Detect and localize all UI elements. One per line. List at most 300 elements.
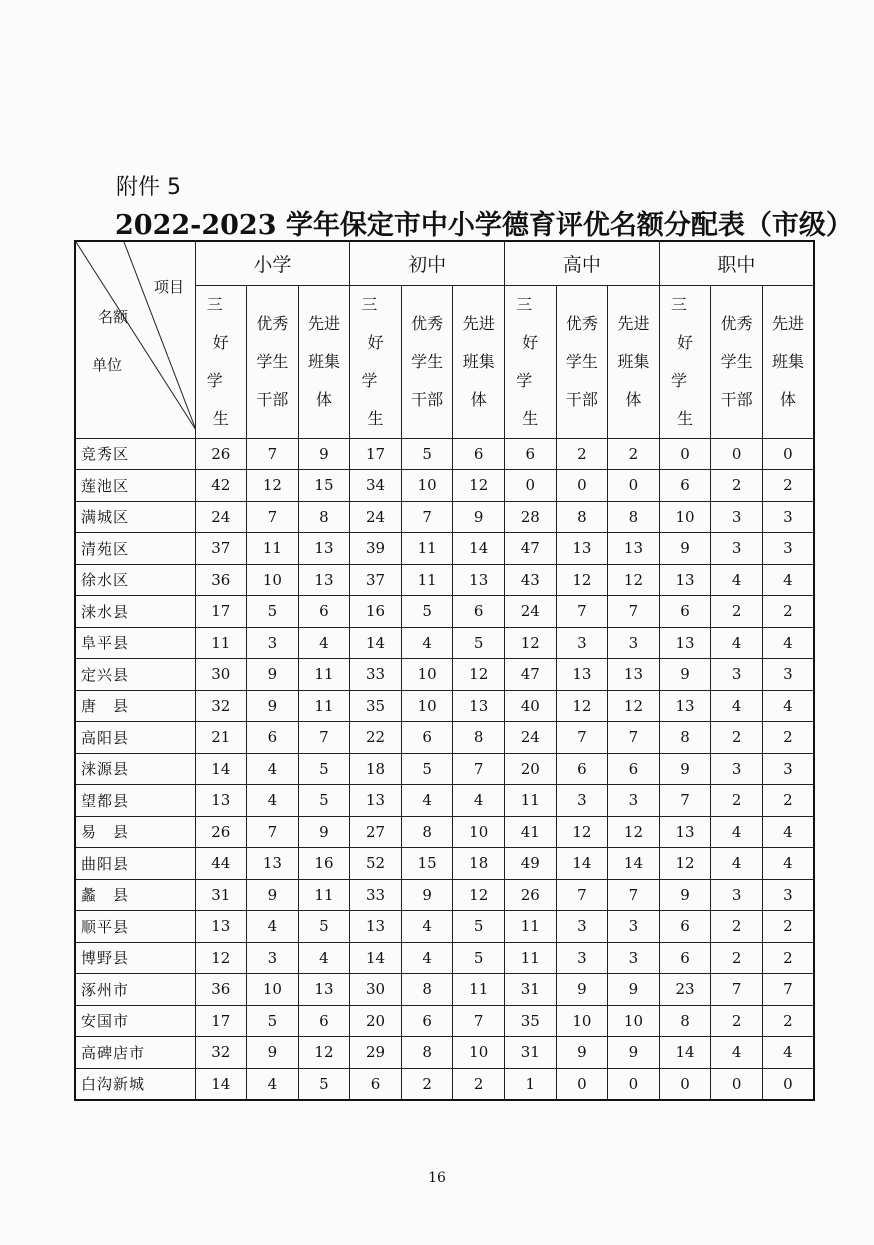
corner-header-cell <box>75 241 195 438</box>
quota-cell: 31 <box>505 974 557 1006</box>
quota-cell: 11 <box>247 533 299 565</box>
quota-cell: 11 <box>401 564 453 596</box>
quota-cell: 5 <box>247 1005 299 1037</box>
quota-cell: 6 <box>505 438 557 470</box>
quota-cell: 4 <box>711 1037 763 1069</box>
quota-cell: 9 <box>298 816 350 848</box>
quota-cell: 14 <box>350 942 402 974</box>
quota-cell: 2 <box>762 722 814 754</box>
quota-cell: 12 <box>659 848 711 880</box>
quota-cell: 4 <box>762 564 814 596</box>
table-row <box>75 1037 814 1069</box>
quota-cell: 14 <box>350 627 402 659</box>
quota-cell: 5 <box>401 596 453 628</box>
quota-cell: 0 <box>711 438 763 470</box>
quota-cell: 4 <box>711 690 763 722</box>
quota-cell: 24 <box>505 596 557 628</box>
quota-cell: 12 <box>556 816 608 848</box>
quota-cell: 20 <box>350 1005 402 1037</box>
subheader-text: 先进 <box>771 313 804 333</box>
subheader-advanced-class <box>453 285 505 438</box>
quota-cell: 14 <box>659 1037 711 1069</box>
subheader-text: 优秀 <box>256 313 289 333</box>
quota-cell: 2 <box>762 470 814 502</box>
unit-name-cell: 顺平县 <box>75 911 195 943</box>
quota-cell: 13 <box>298 564 350 596</box>
quota-cell: 34 <box>350 470 402 502</box>
subheader-text: 好 <box>212 332 229 352</box>
unit-name-cell: 涿州市 <box>75 974 195 1006</box>
quota-cell: 32 <box>195 690 247 722</box>
quota-cell: 0 <box>556 470 608 502</box>
subheader-text: 学生 <box>565 351 598 371</box>
quota-cell: 13 <box>195 785 247 817</box>
subheader-merit-student <box>195 285 247 438</box>
quota-cell: 2 <box>711 1005 763 1037</box>
quota-cell: 26 <box>505 879 557 911</box>
subheader-advanced-class <box>608 285 660 438</box>
subheader-outstanding-cadre <box>556 285 608 438</box>
quota-cell: 8 <box>401 974 453 1006</box>
quota-cell: 37 <box>195 533 247 565</box>
quota-cell: 44 <box>195 848 247 880</box>
table-row <box>75 974 814 1006</box>
quota-cell: 8 <box>659 722 711 754</box>
quota-cell: 13 <box>608 533 660 565</box>
subheader-text: 好 <box>522 332 539 352</box>
quota-cell: 8 <box>401 1037 453 1069</box>
unit-name-cell: 白沟新城 <box>75 1068 195 1100</box>
quota-cell: 6 <box>401 722 453 754</box>
quota-cell: 9 <box>453 501 505 533</box>
quota-cell: 7 <box>659 785 711 817</box>
quota-cell: 9 <box>556 1037 608 1069</box>
quota-cell: 6 <box>659 470 711 502</box>
subheader-merit-student <box>505 285 557 438</box>
quota-cell: 11 <box>453 974 505 1006</box>
quota-cell: 7 <box>453 1005 505 1037</box>
quota-cell: 10 <box>401 470 453 502</box>
quota-cell: 3 <box>556 942 608 974</box>
unit-name-cell: 满城区 <box>75 501 195 533</box>
quota-cell: 40 <box>505 690 557 722</box>
quota-cell: 9 <box>247 879 299 911</box>
quota-cell: 6 <box>350 1068 402 1100</box>
quota-cell: 33 <box>350 659 402 691</box>
quota-cell: 52 <box>350 848 402 880</box>
quota-cell: 0 <box>659 438 711 470</box>
quota-cell: 10 <box>401 690 453 722</box>
quota-cell: 4 <box>247 753 299 785</box>
subheader-outstanding-cadre <box>711 285 763 438</box>
quota-cell: 3 <box>711 879 763 911</box>
unit-name-cell: 易 县 <box>75 816 195 848</box>
page-number: 16 <box>428 1170 446 1186</box>
quota-cell: 15 <box>401 848 453 880</box>
unit-name-cell: 徐水区 <box>75 564 195 596</box>
subheader-text: 先进 <box>462 313 495 333</box>
quota-cell: 5 <box>298 1068 350 1100</box>
quota-cell: 2 <box>711 911 763 943</box>
quota-cell: 26 <box>195 816 247 848</box>
quota-cell: 10 <box>453 1037 505 1069</box>
quota-cell: 6 <box>453 438 505 470</box>
quota-cell: 10 <box>608 1005 660 1037</box>
quota-cell: 31 <box>505 1037 557 1069</box>
quota-cell: 15 <box>298 470 350 502</box>
quota-cell: 14 <box>453 533 505 565</box>
table-row <box>75 627 814 659</box>
quota-cell: 30 <box>195 659 247 691</box>
quota-cell: 2 <box>762 785 814 817</box>
quota-cell: 4 <box>247 911 299 943</box>
quota-cell: 10 <box>556 1005 608 1037</box>
quota-cell: 14 <box>195 753 247 785</box>
subheader-text: 学 <box>671 370 704 390</box>
quota-cell: 9 <box>659 533 711 565</box>
subheader-text: 干部 <box>720 389 753 409</box>
quota-cell: 0 <box>762 438 814 470</box>
unit-name-cell: 博野县 <box>75 942 195 974</box>
subheader-text: 先进 <box>617 313 650 333</box>
quota-cell: 5 <box>453 627 505 659</box>
quota-cell: 9 <box>247 690 299 722</box>
quota-cell: 12 <box>608 816 660 848</box>
quota-cell: 7 <box>711 974 763 1006</box>
quota-cell: 7 <box>453 753 505 785</box>
quota-cell: 12 <box>453 879 505 911</box>
quota-cell: 5 <box>453 911 505 943</box>
quota-cell: 6 <box>453 596 505 628</box>
corner-item-label: 项目 <box>154 278 185 296</box>
quota-cell: 0 <box>608 1068 660 1100</box>
quota-cell: 13 <box>659 564 711 596</box>
quota-cell: 9 <box>298 438 350 470</box>
quota-cell: 13 <box>659 816 711 848</box>
subheader-text: 优秀 <box>411 313 444 333</box>
subheader-text: 学 <box>361 370 394 390</box>
table-row <box>75 659 814 691</box>
quota-cell: 18 <box>350 753 402 785</box>
quota-cell: 11 <box>505 785 557 817</box>
unit-name-cell: 阜平县 <box>75 627 195 659</box>
subheader-text: 好 <box>677 332 694 352</box>
quota-cell: 0 <box>556 1068 608 1100</box>
quota-cell: 6 <box>298 596 350 628</box>
subheader-advanced-class <box>298 285 350 438</box>
quota-cell: 13 <box>350 785 402 817</box>
quota-cell: 27 <box>350 816 402 848</box>
quota-cell: 11 <box>298 659 350 691</box>
subheader-text: 学生 <box>411 351 444 371</box>
quota-cell: 3 <box>608 911 660 943</box>
corner-unit-label: 单位 <box>92 356 123 374</box>
subheader-text: 好 <box>367 332 384 352</box>
quota-cell: 32 <box>195 1037 247 1069</box>
quota-cell: 3 <box>711 533 763 565</box>
quota-cell: 4 <box>453 785 505 817</box>
quota-cell: 2 <box>453 1068 505 1100</box>
quota-cell: 12 <box>556 690 608 722</box>
quota-cell: 4 <box>247 1068 299 1100</box>
quota-cell: 2 <box>608 438 660 470</box>
quota-cell: 4 <box>711 564 763 596</box>
quota-cell: 3 <box>247 942 299 974</box>
unit-name-cell: 蠡 县 <box>75 879 195 911</box>
quota-cell: 8 <box>401 816 453 848</box>
quota-cell: 2 <box>711 596 763 628</box>
unit-name-cell: 安国市 <box>75 1005 195 1037</box>
quota-cell: 5 <box>453 942 505 974</box>
quota-cell: 7 <box>608 722 660 754</box>
quota-cell: 9 <box>659 659 711 691</box>
subheader-text: 学生 <box>720 351 753 371</box>
subheader-text: 生 <box>677 408 694 428</box>
table-row <box>75 879 814 911</box>
quota-cell: 4 <box>401 942 453 974</box>
quota-cell: 6 <box>247 722 299 754</box>
quota-cell: 2 <box>762 911 814 943</box>
subheader-text: 优秀 <box>720 313 753 333</box>
quota-cell: 33 <box>350 879 402 911</box>
attachment-label: 附件 5 <box>116 175 181 200</box>
unit-name-cell: 清苑区 <box>75 533 195 565</box>
quota-cell: 3 <box>711 501 763 533</box>
subheader-text: 体 <box>625 389 642 409</box>
quota-cell: 11 <box>195 627 247 659</box>
quota-cell: 14 <box>608 848 660 880</box>
quota-cell: 9 <box>608 974 660 1006</box>
quota-cell: 5 <box>401 438 453 470</box>
quota-cell: 41 <box>505 816 557 848</box>
quota-cell: 8 <box>298 501 350 533</box>
quota-cell: 2 <box>711 722 763 754</box>
quota-cell: 4 <box>711 848 763 880</box>
subheader-text: 干部 <box>565 389 598 409</box>
quota-cell: 10 <box>247 974 299 1006</box>
unit-name-cell: 曲阳县 <box>75 848 195 880</box>
quota-cell: 3 <box>608 785 660 817</box>
quota-cell: 8 <box>608 501 660 533</box>
quota-cell: 17 <box>195 1005 247 1037</box>
quota-cell: 14 <box>556 848 608 880</box>
quota-cell: 9 <box>247 659 299 691</box>
quota-cell: 2 <box>711 785 763 817</box>
quota-cell: 3 <box>762 879 814 911</box>
subheader-text: 体 <box>779 389 796 409</box>
page-title: 2022-2023 学年保定市中小学德育评优名额分配表（市级） <box>115 210 853 241</box>
quota-cell: 4 <box>762 848 814 880</box>
quota-cell: 6 <box>556 753 608 785</box>
quota-cell: 13 <box>659 627 711 659</box>
quota-cell: 36 <box>195 564 247 596</box>
quota-cell: 4 <box>298 627 350 659</box>
subheader-text: 先进 <box>307 313 340 333</box>
subheader-text: 班集 <box>307 351 340 371</box>
subheader-text: 学 <box>516 370 549 390</box>
quota-cell: 2 <box>711 470 763 502</box>
quota-cell: 29 <box>350 1037 402 1069</box>
table-row <box>75 753 814 785</box>
quota-cell: 26 <box>195 438 247 470</box>
quota-cell: 6 <box>659 942 711 974</box>
quota-cell: 7 <box>556 722 608 754</box>
quota-cell: 4 <box>247 785 299 817</box>
quota-cell: 47 <box>505 533 557 565</box>
quota-cell: 8 <box>556 501 608 533</box>
quota-cell: 5 <box>298 785 350 817</box>
quota-cell: 3 <box>247 627 299 659</box>
quota-cell: 13 <box>659 690 711 722</box>
quota-cell: 18 <box>453 848 505 880</box>
group-header-junior: 初中 <box>350 241 505 285</box>
table-row <box>75 470 814 502</box>
subheader-text: 生 <box>212 408 229 428</box>
subheader-text: 学 <box>206 370 239 390</box>
quota-cell: 12 <box>505 627 557 659</box>
subheader-outstanding-cadre <box>247 285 299 438</box>
quota-cell: 13 <box>556 533 608 565</box>
table-row <box>75 816 814 848</box>
quota-cell: 6 <box>659 911 711 943</box>
quota-cell: 12 <box>556 564 608 596</box>
quota-cell: 13 <box>298 533 350 565</box>
group-header-primary: 小学 <box>195 241 350 285</box>
unit-name-cell: 定兴县 <box>75 659 195 691</box>
quota-cell: 8 <box>453 722 505 754</box>
quota-cell: 12 <box>298 1037 350 1069</box>
quota-cell: 3 <box>711 659 763 691</box>
quota-cell: 11 <box>505 942 557 974</box>
quota-cell: 30 <box>350 974 402 1006</box>
unit-name-cell: 涞水县 <box>75 596 195 628</box>
subheader-text: 班集 <box>462 351 495 371</box>
quota-cell: 9 <box>401 879 453 911</box>
subheader-text: 干部 <box>256 389 289 409</box>
quota-cell: 7 <box>762 974 814 1006</box>
quota-cell: 21 <box>195 722 247 754</box>
quota-cell: 4 <box>711 627 763 659</box>
quota-cell: 12 <box>195 942 247 974</box>
quota-cell: 7 <box>401 501 453 533</box>
quota-cell: 5 <box>298 911 350 943</box>
quota-cell: 6 <box>659 596 711 628</box>
quota-cell: 4 <box>401 911 453 943</box>
quota-cell: 4 <box>762 1037 814 1069</box>
subheader-text: 生 <box>367 408 384 428</box>
quota-cell: 4 <box>401 627 453 659</box>
quota-cell: 9 <box>556 974 608 1006</box>
quota-cell: 47 <box>505 659 557 691</box>
quota-cell: 37 <box>350 564 402 596</box>
table-row <box>75 1068 814 1100</box>
quota-cell: 2 <box>711 942 763 974</box>
quota-cell: 13 <box>350 911 402 943</box>
unit-name-cell: 唐 县 <box>75 690 195 722</box>
quota-cell: 11 <box>298 690 350 722</box>
quota-cell: 36 <box>195 974 247 1006</box>
quota-cell: 7 <box>608 879 660 911</box>
quota-cell: 24 <box>350 501 402 533</box>
quota-cell: 11 <box>401 533 453 565</box>
subheader-text: 三 <box>361 294 394 314</box>
table-row <box>75 564 814 596</box>
quota-cell: 6 <box>401 1005 453 1037</box>
quota-cell: 7 <box>247 501 299 533</box>
quota-cell: 35 <box>350 690 402 722</box>
quota-cell: 17 <box>350 438 402 470</box>
subheader-text: 三 <box>516 294 549 314</box>
quota-cell: 7 <box>247 816 299 848</box>
subheader-text: 干部 <box>411 389 444 409</box>
quota-cell: 9 <box>247 1037 299 1069</box>
quota-cell: 10 <box>659 501 711 533</box>
quota-cell: 10 <box>401 659 453 691</box>
subheader-text: 体 <box>470 389 487 409</box>
quota-cell: 12 <box>453 659 505 691</box>
quota-cell: 0 <box>608 470 660 502</box>
quota-cell: 6 <box>608 753 660 785</box>
table-row <box>75 785 814 817</box>
table-row <box>75 690 814 722</box>
quota-cell: 23 <box>659 974 711 1006</box>
quota-cell: 39 <box>350 533 402 565</box>
quota-cell: 16 <box>350 596 402 628</box>
quota-cell: 9 <box>608 1037 660 1069</box>
table-row <box>75 848 814 880</box>
unit-name-cell: 望都县 <box>75 785 195 817</box>
quota-cell: 7 <box>247 438 299 470</box>
table-row <box>75 438 814 470</box>
quota-cell: 14 <box>195 1068 247 1100</box>
quota-cell: 13 <box>453 564 505 596</box>
quota-cell: 24 <box>505 722 557 754</box>
quota-cell: 24 <box>195 501 247 533</box>
quota-cell: 2 <box>762 596 814 628</box>
quota-cell: 12 <box>608 564 660 596</box>
quota-cell: 7 <box>556 596 608 628</box>
subheader-text: 班集 <box>771 351 804 371</box>
subheader-text: 三 <box>671 294 704 314</box>
quota-cell: 4 <box>762 690 814 722</box>
unit-name-cell: 高碑店市 <box>75 1037 195 1069</box>
group-header-vocational: 职中 <box>659 241 814 285</box>
quota-cell: 12 <box>453 470 505 502</box>
quota-cell: 16 <box>298 848 350 880</box>
quota-cell: 5 <box>298 753 350 785</box>
corner-diagonal-lines <box>76 242 196 430</box>
quota-cell: 3 <box>762 753 814 785</box>
quota-cell: 9 <box>659 753 711 785</box>
quota-cell: 3 <box>556 785 608 817</box>
quota-cell: 13 <box>247 848 299 880</box>
quota-cell: 2 <box>556 438 608 470</box>
quota-cell: 13 <box>608 659 660 691</box>
quota-cell: 17 <box>195 596 247 628</box>
quota-cell: 12 <box>247 470 299 502</box>
quota-cell: 5 <box>247 596 299 628</box>
quota-cell: 12 <box>608 690 660 722</box>
table-row <box>75 942 814 974</box>
table-row <box>75 596 814 628</box>
table-row <box>75 911 814 943</box>
quota-cell: 13 <box>195 911 247 943</box>
quota-cell: 0 <box>762 1068 814 1100</box>
quota-cell: 4 <box>401 785 453 817</box>
unit-name-cell: 竞秀区 <box>75 438 195 470</box>
quota-cell: 3 <box>711 753 763 785</box>
subheader-merit-student <box>350 285 402 438</box>
